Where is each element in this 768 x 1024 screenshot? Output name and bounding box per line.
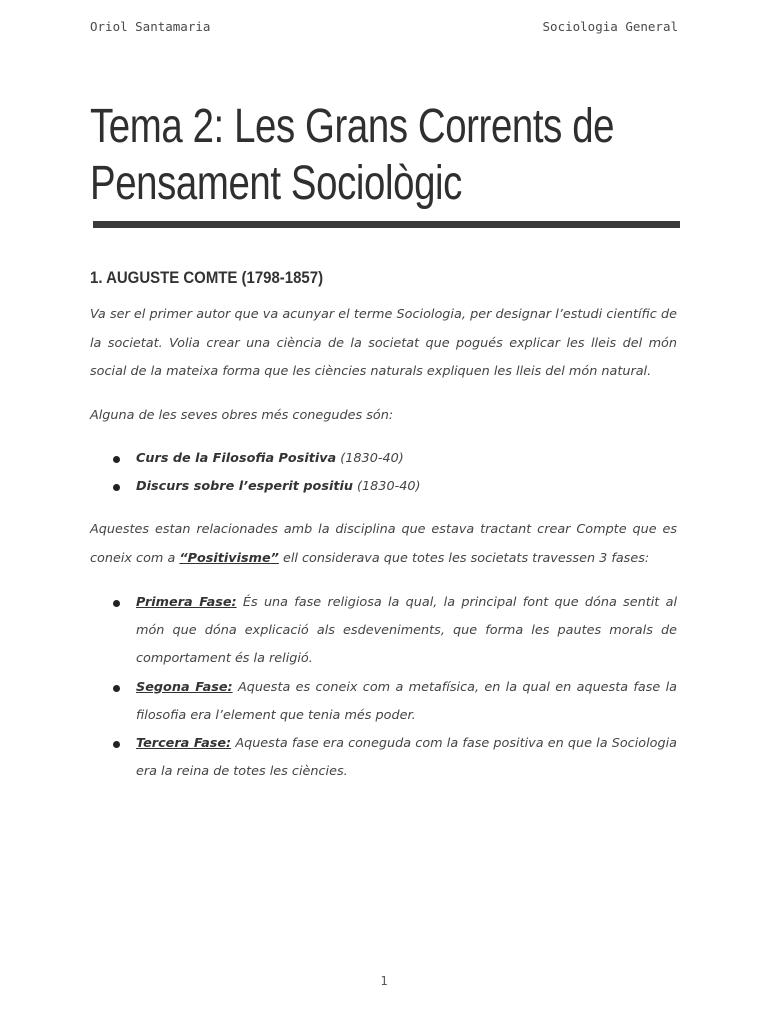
list-item [90,589,677,674]
phase-label: Primera Fase: [136,595,237,610]
section-heading: 1. AUGUSTE COMTE (1798-1857) [90,268,324,287]
list-item [90,674,677,730]
header-course: Sociologia General [542,19,678,34]
positivism-text-before: Aquestes estan relacionades amb la disciplina que estava tractant crear Compte que es coneix com a [90,522,677,566]
works-list [90,445,677,501]
phase-label: Segona Fase: [136,679,233,695]
bullet-icon [113,600,120,607]
title-line-2: Pensament Sociològic [90,157,462,210]
work-years: (1830-40) [336,451,404,466]
intro-paragraph: Va ser el primer autor que va acunyar el terme Sociologia, per designar l’estudi científic de la societat. Volia crear una ciència de la societat que pogués explicar les lleis del món social de la mateixa forma que les ciències naturals expliquen les lleis del món natural. [90,307,677,379]
positivism-text-after: ell considerava que totes les societats travessen 3 fases: [278,550,650,566]
work-years: (1830-40) [352,479,421,495]
bullet-icon [113,685,120,692]
phase-text: És una fase religiosa la qual, la principal font que dóna sentit al món que dóna explicació als esdeveniments, que forma les pautes morals de comportament és la religió. [136,595,677,667]
phase-text: Aquesta fase era coneguda com la fase positiva en que la Sociologia era la reina de totes les ciències. [136,736,677,780]
list-item [90,445,677,473]
phase-label: Tercera Fase: [136,736,232,752]
document-title [90,98,615,212]
positivism-paragraph [90,516,677,573]
title-line-1: Tema 2: Les Grans Corrents de [90,100,615,153]
phase-text: Aquesta es coneix com a metafísica, en la qual en aquesta fase la filosofia era l’element que tenia més poder. [136,679,678,723]
header-author: Oriol Santamaria [90,19,211,34]
work-title: Curs de la Filosofia Positiva [136,451,337,466]
list-item [90,473,677,501]
page-header [90,19,678,37]
bullet-icon [113,456,120,463]
title-divider [93,221,680,228]
page-number: 1 [380,974,388,988]
positivism-term: “Positivisme” [179,550,279,566]
works-intro: Alguna de les seves obres més conegudes són: [90,408,394,423]
list-item [90,730,677,786]
work-title: Discurs sobre l’esperit positiu [136,479,353,495]
bullet-icon [113,484,120,491]
phases-list [90,589,677,786]
bullet-icon [113,741,120,748]
